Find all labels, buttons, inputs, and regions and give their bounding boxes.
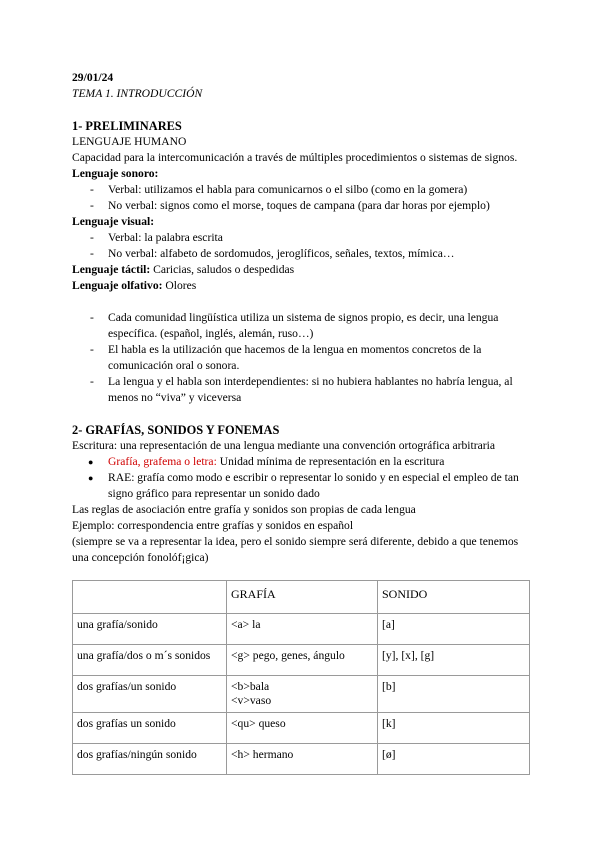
grafia-sonido-table (72, 580, 530, 775)
table-cell: <qu> queso (227, 713, 378, 744)
table-cell: [k] (378, 713, 530, 744)
notes-list (72, 310, 530, 406)
table-cell: [ø] (378, 744, 530, 775)
list-item: - Verbal: utilizamos el habla para comunicarnos o el silbo (como en la gomera) (72, 182, 530, 198)
table-cell: [y], [x], [g] (378, 645, 530, 676)
table-cell (227, 676, 378, 713)
table-row (73, 645, 530, 676)
table-header-cell: SONIDO (378, 581, 530, 614)
list-item: ● RAE: grafía como modo e escribir o representar lo sonido y en especial el empleo de tan signo gráfico para representar un sonido dado (72, 470, 530, 502)
table-cell: dos grafías/un sonido (73, 676, 227, 713)
table-cell: una grafía/dos o m´s sonidos (73, 645, 227, 676)
document-date: 29/01/24 (72, 71, 114, 84)
escritura-text: Escritura: una representación de una lengua mediante una convención ortográfica arbitraria (72, 439, 495, 452)
table-cell: [b] (378, 676, 530, 713)
table-cell: dos grafías un sonido (73, 713, 227, 744)
ejemplo-text: Ejemplo: correspondencia entre grafías y sonidos en español (72, 519, 354, 532)
olfativo-label: Lenguaje olfativo: (72, 279, 163, 292)
table-cell: [a] (378, 614, 530, 645)
olfativo-text: Olores (162, 279, 197, 292)
table-cell: <h> hermano (227, 744, 378, 775)
visual-list (72, 230, 530, 262)
definition-text: Capacidad para la intercomunicación a través de múltiples procedimientos o sistemas de signos. (72, 151, 518, 164)
list-item: - Cada comunidad lingüística utiliza un sistema de signos propio, es decir, una lengua específica. (español, inglés, alemán, ruso…) (72, 310, 530, 342)
grafia-term: Grafía, grafema o letra: (108, 455, 217, 468)
list-item: - No verbal: alfabeto de sordomudos, jeroglíficos, señales, textos, mímica… (72, 246, 530, 262)
table-row (73, 676, 530, 713)
table-header-cell (73, 581, 227, 614)
table-row (73, 744, 530, 775)
table-row (73, 713, 530, 744)
sonoro-label: Lenguaje sonoro: (72, 167, 159, 180)
section2-title: 2- GRAFÍAS, SONIDOS Y FONEMAS (72, 423, 280, 437)
nota-text: (siempre se va a representar la idea, pero el sonido siempre será diferente, debido a que tenemos una concepción fonolóf¡gica) (72, 535, 519, 564)
list-item: - No verbal: signos como el morse, toques de campana (para dar horas por ejemplo) (72, 198, 530, 214)
table-cell: <a> la (227, 614, 378, 645)
grafia-line: <b>bala (231, 680, 270, 693)
list-item: - La lengua y el habla son interdependientes: si no hubiera hablantes no habría lengua, al menos no “viva” y viceversa (72, 374, 530, 406)
tactil-text: Caricias, saludos o despedidas (150, 263, 295, 276)
tactil-line (72, 262, 530, 278)
table-cell: dos grafías/ningún sonido (73, 744, 227, 775)
list-item: - El habla es la utilización que hacemos de la lengua en momentos concretos de la comunicación oral o sonora. (72, 342, 530, 374)
list-item: - Verbal: la palabra escrita (72, 230, 530, 246)
document-page (72, 70, 530, 775)
table-cell: una grafía/sonido (73, 614, 227, 645)
section1-subtitle: LENGUAJE HUMANO (72, 135, 187, 148)
section1-title: 1- PRELIMINARES (72, 119, 182, 133)
table-cell: <g> pego, genes, ángulo (227, 645, 378, 676)
grafia-list (72, 454, 530, 502)
table-header-cell: GRAFÍA (227, 581, 378, 614)
list-item (72, 454, 530, 470)
visual-label: Lenguaje visual: (72, 215, 155, 228)
table-row (73, 614, 530, 645)
olfativo-line (72, 278, 530, 294)
reglas-text: Las reglas de asociación entre grafía y sonidos son propias de cada lengua (72, 503, 416, 516)
grafia-definition: Unidad mínima de representación en la escritura (216, 455, 445, 468)
topic-title: TEMA 1. INTRODUCCIÓN (72, 87, 203, 100)
tactil-label: Lenguaje táctil: (72, 263, 151, 276)
sonoro-list (72, 182, 530, 214)
grafia-line: <v>vaso (231, 694, 272, 707)
table-header-row (73, 581, 530, 614)
